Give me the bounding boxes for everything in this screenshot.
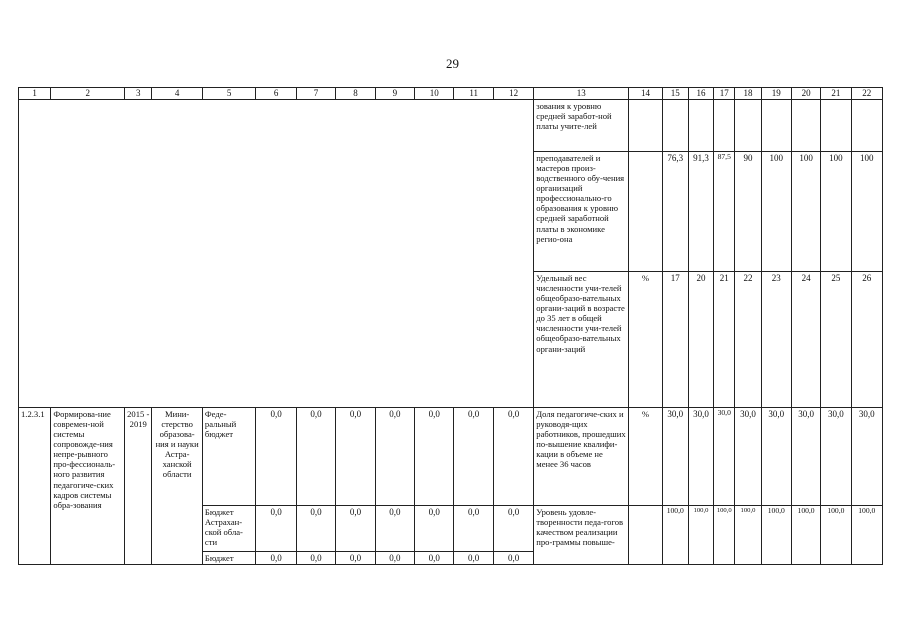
empty-left-area	[19, 99, 534, 407]
col-number: 4	[152, 88, 203, 100]
funding-source: Бюджет	[202, 551, 256, 565]
value-cell: 100	[821, 151, 851, 271]
col-number: 1	[19, 88, 51, 100]
col-number: 11	[454, 88, 493, 100]
amount-cell: 0,0	[375, 551, 414, 565]
amount-cell: 0,0	[415, 551, 454, 565]
value-cell: 25	[821, 271, 851, 407]
col-number: 9	[375, 88, 414, 100]
col-number: 21	[821, 88, 851, 100]
amount-cell: 0,0	[296, 407, 335, 505]
amount-cell: 0,0	[336, 551, 375, 565]
amount-cell: 0,0	[454, 505, 493, 551]
value-cell	[688, 99, 713, 151]
measure-name: Формирова-ние современ-ной системы сопровожде-ния непре-рывного про-фессиональ-ного развития педагогиче-ских кадров системы обра-зования	[51, 407, 125, 565]
amount-cell: 0,0	[296, 551, 335, 565]
col-number: 13	[534, 88, 629, 100]
value-cell: 100	[761, 151, 791, 271]
amount-cell: 0,0	[256, 407, 296, 505]
amount-cell: 0,0	[493, 407, 533, 505]
value-cell	[821, 99, 851, 151]
value-cell	[851, 99, 882, 151]
value-cell	[735, 99, 761, 151]
value-cell: 100,0	[821, 505, 851, 565]
value-cell: 30,0	[714, 407, 735, 505]
unit-cell: %	[629, 271, 662, 407]
value-cell: 30,0	[662, 407, 688, 505]
amount-cell: 0,0	[256, 505, 296, 551]
amount-cell: 0,0	[256, 551, 296, 565]
value-cell: 20	[688, 271, 713, 407]
value-cell: 100,0	[791, 505, 820, 565]
col-number: 19	[761, 88, 791, 100]
measure-executor: Мини-стерство образова-ния и науки Астра-ханской области	[152, 407, 203, 565]
amount-cell: 0,0	[375, 407, 414, 505]
amount-cell: 0,0	[493, 551, 533, 565]
program-table	[18, 87, 883, 565]
indicator-cell: преподавателей и мастеров произ-водственного обу-чения организаций профессионально-го образования к уровню средней заработной платы в экономике регио-она	[534, 151, 629, 271]
unit-cell	[629, 151, 662, 271]
value-cell	[714, 99, 735, 151]
measure-period: 2015 - 2019	[125, 407, 152, 565]
col-number: 3	[125, 88, 152, 100]
value-cell: 30,0	[735, 407, 761, 505]
amount-cell: 0,0	[336, 407, 375, 505]
value-cell: 100,0	[735, 505, 761, 565]
value-cell: 21	[714, 271, 735, 407]
value-cell: 17	[662, 271, 688, 407]
indicator-cell: Доля педагогиче-ских и руководя-щих работников, прошедших по-вышение квалифи-кации в объеме не менее 36 часов	[534, 407, 629, 505]
value-cell: 100,0	[761, 505, 791, 565]
col-number: 8	[336, 88, 375, 100]
col-number: 6	[256, 88, 296, 100]
funding-source: Бюджет Астрахан-ской обла-сти	[202, 505, 256, 551]
col-number: 14	[629, 88, 662, 100]
col-number: 15	[662, 88, 688, 100]
value-cell	[761, 99, 791, 151]
amount-cell: 0,0	[415, 505, 454, 551]
value-cell: 100	[791, 151, 820, 271]
col-number: 17	[714, 88, 735, 100]
funding-source: Феде-ральный бюджет	[202, 407, 256, 505]
col-number: 18	[735, 88, 761, 100]
value-cell: 30,0	[851, 407, 882, 505]
table-row	[19, 99, 883, 151]
value-cell: 100	[851, 151, 882, 271]
column-number-row	[19, 88, 883, 100]
amount-cell: 0,0	[336, 505, 375, 551]
value-cell: 30,0	[821, 407, 851, 505]
col-number: 10	[415, 88, 454, 100]
unit-cell: %	[629, 407, 662, 505]
indicator-cell: зования к уровню средней заработ-ной платы учите-лей	[534, 99, 629, 151]
value-cell: 100,0	[662, 505, 688, 565]
indicator-cell: Удельный вес численности учи-телей общеобразо-вательных органи-заций в возрасте до 35 лет в общей численности учи-телей общеобразо-вательных органи-заций	[534, 271, 629, 407]
value-cell: 76,3	[662, 151, 688, 271]
value-cell	[791, 99, 820, 151]
indicator-cell: Уровень удовле-творенности педа-гогов качеством реализации про-граммы повыше-	[534, 505, 629, 565]
value-cell: 24	[791, 271, 820, 407]
col-number: 22	[851, 88, 882, 100]
value-cell: 26	[851, 271, 882, 407]
col-number: 16	[688, 88, 713, 100]
amount-cell: 0,0	[415, 407, 454, 505]
amount-cell: 0,0	[454, 551, 493, 565]
value-cell	[662, 99, 688, 151]
col-number: 12	[493, 88, 533, 100]
col-number: 5	[202, 88, 256, 100]
value-cell: 87,5	[714, 151, 735, 271]
unit-cell	[629, 99, 662, 151]
col-number: 2	[51, 88, 125, 100]
col-number: 7	[296, 88, 335, 100]
page-number: 29	[446, 56, 459, 71]
value-cell: 91,3	[688, 151, 713, 271]
value-cell: 100,0	[688, 505, 713, 565]
table-row	[19, 407, 883, 505]
amount-cell: 0,0	[493, 505, 533, 551]
col-number: 20	[791, 88, 820, 100]
amount-cell: 0,0	[375, 505, 414, 551]
amount-cell: 0,0	[296, 505, 335, 551]
measure-code: 1.2.3.1	[19, 407, 51, 565]
value-cell: 30,0	[791, 407, 820, 505]
amount-cell: 0,0	[454, 407, 493, 505]
value-cell: 100,0	[714, 505, 735, 565]
value-cell: 23	[761, 271, 791, 407]
value-cell: 100,0	[851, 505, 882, 565]
value-cell: 30,0	[761, 407, 791, 505]
value-cell: 30,0	[688, 407, 713, 505]
unit-cell	[629, 505, 662, 565]
value-cell: 90	[735, 151, 761, 271]
value-cell: 22	[735, 271, 761, 407]
